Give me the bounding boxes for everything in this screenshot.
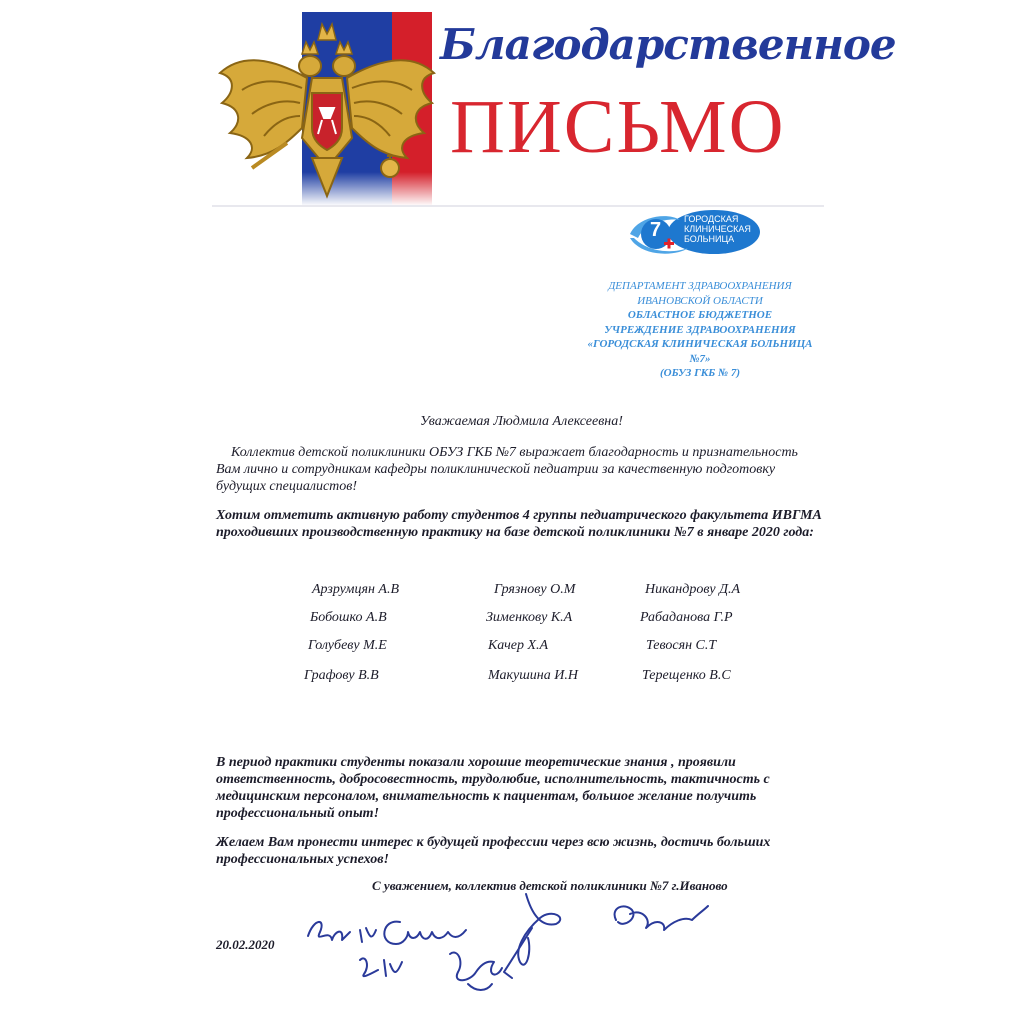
greeting: Уважаемая Людмила Алексеевна!: [420, 414, 623, 429]
student-name: Рабаданова Г.Р: [640, 610, 733, 625]
institution-line: ОБЛАСТНОЕ БЮДЖЕТНОЕ: [627, 309, 773, 321]
student-name: Арзрумцян А.В: [312, 582, 400, 597]
paragraph4-line: профессиональных успехов!: [216, 852, 389, 867]
student-name: Голубеву М.Е: [308, 638, 387, 653]
closing-line: С уважением, коллектив детской поликлиники №7 г.Иваново: [372, 878, 728, 893]
coat-of-arms-icon: [212, 18, 442, 208]
logo-text: ГОРОДСКАЯ КЛИНИЧЕСКАЯ БОЛЬНИЦА: [684, 214, 751, 244]
institution-line: (ОБУЗ ГКБ № 7): [660, 367, 740, 379]
paragraph4-line: Желаем Вам пронести интерес к будущей профессии через всю жизнь, достичь больших: [216, 835, 771, 850]
letter-date: 20.02.2020: [216, 937, 275, 952]
institution-line: «ГОРОДСКАЯ КЛИНИЧЕСКАЯ БОЛЬНИЦА: [587, 338, 813, 350]
paragraph1-line: будущих специалистов!: [216, 479, 358, 494]
paragraph1-line: Коллектив детской поликлиники ОБУЗ ГКБ №7 выражает благодарность и признательность: [231, 445, 798, 460]
institution-line: УЧРЕЖДЕНИЕ ЗДРАВООХРАНЕНИЯ: [604, 323, 796, 336]
paragraph2-line: проходивших производственную практику на базе детской поликлиники №7 в январе 2020 года:: [216, 525, 814, 540]
student-name: Терещенко В.С: [642, 668, 731, 683]
title-script: Благодарственное: [440, 20, 896, 69]
student-name: Никандрову Д.А: [645, 582, 741, 597]
paragraph3-line: медицинским персоналом, внимательность к пациентам, большое желание получить: [216, 789, 757, 804]
student-name: Макушина И.Н: [488, 668, 578, 683]
institution-block: [545, 279, 855, 381]
student-name: Бобошко А.В: [310, 610, 387, 625]
header-divider: [212, 205, 824, 207]
student-name: Графову В.В: [304, 668, 379, 683]
signatures-icon: [300, 888, 720, 1006]
paragraph3-line: ответственность, добросовестность, трудолюбие, исполнительность, тактичность с: [216, 772, 770, 787]
student-name: Качер Х.А: [488, 638, 549, 653]
paragraph3-line: В период практики студенты показали хорошие теоретические знания , проявили: [216, 755, 736, 770]
title-main: ПИСЬМО: [450, 85, 786, 169]
student-name: Грязнову О.М: [494, 582, 576, 597]
institution-line: ДЕПАРТАМЕНТ ЗДРАВООХРАНЕНИЯ: [608, 280, 792, 292]
paragraph1-line: Вам лично и сотрудникам кафедры поликлинической педиатрии за качественную подготовку: [216, 462, 776, 477]
logo-number: 7: [650, 219, 662, 241]
institution-line: ИВАНОВСКОЙ ОБЛАСТИ: [637, 294, 763, 307]
student-names: [300, 582, 780, 692]
paragraph2-line: Хотим отметить активную работу студентов 4 группы педиатрического факультета ИВГМА: [216, 508, 822, 523]
student-name: Тевосян С.Т: [646, 638, 717, 653]
paragraph3-line: профессиональный опыт!: [216, 806, 380, 821]
institution-line: №7»: [689, 352, 711, 365]
student-name: Зименкову К.А: [486, 610, 573, 625]
